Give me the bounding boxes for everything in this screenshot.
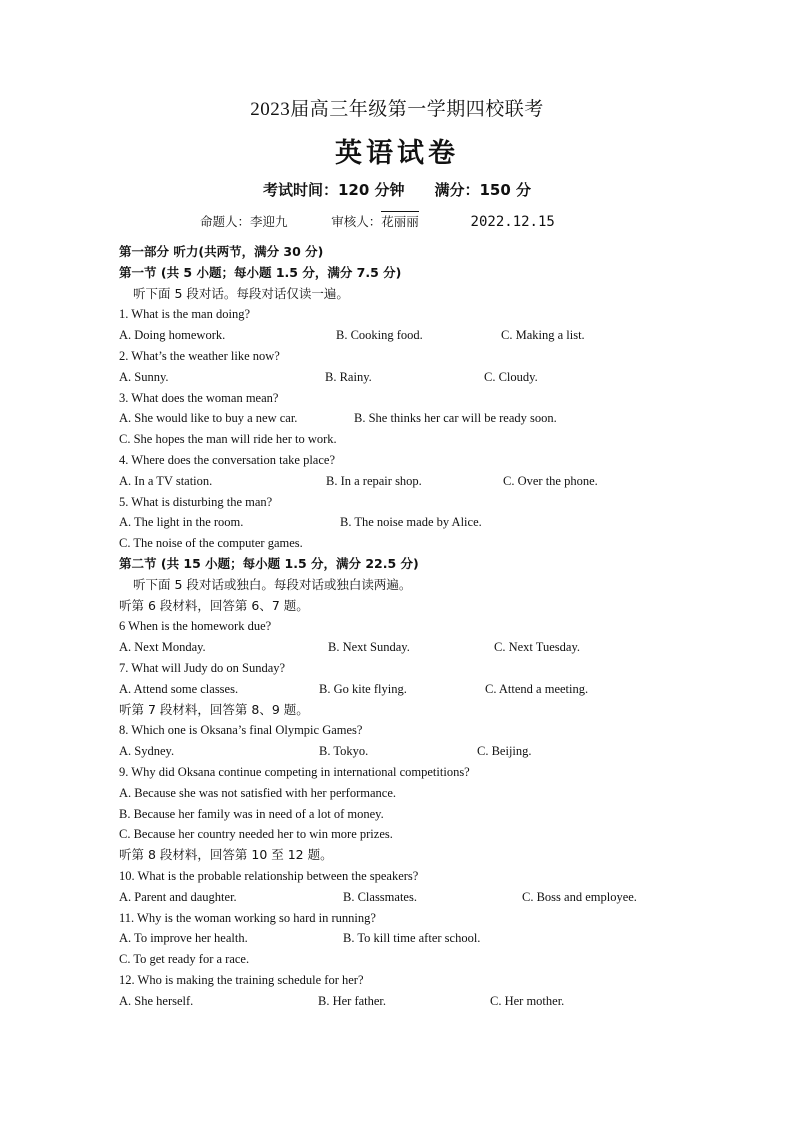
answer-options	[119, 471, 679, 492]
answer-options	[119, 512, 679, 533]
option-a: A. Next Monday.	[119, 640, 206, 655]
answer-options	[119, 637, 679, 658]
option-c: C. Over the phone.	[503, 473, 598, 488]
option-b: B. Rainy.	[325, 369, 372, 384]
answer-options	[119, 408, 679, 429]
passage-8-instruction: 听第 8 段材料，回答第 10 至 12 题。	[119, 847, 333, 863]
option-c: C. Boss and employee.	[522, 889, 637, 904]
option-a: A. She would like to buy a new car.	[119, 411, 298, 426]
exam-content	[119, 242, 679, 1011]
option-a: A. Because she was not satisfied with her performance.	[119, 785, 396, 800]
option-b: B. She thinks her car will be ready soon.	[354, 411, 557, 426]
question-stem: 6 When is the homework due?	[119, 619, 272, 634]
answer-options	[119, 367, 679, 388]
option-c: C. Making a list.	[501, 328, 585, 343]
option-c: C. Attend a meeting.	[485, 681, 589, 696]
question-stem: 9. Why did Oksana continue competing in international competitions?	[119, 764, 470, 779]
answer-options	[119, 949, 679, 970]
question-stem: 12. Who is making the training schedule for her?	[119, 972, 364, 987]
option-b: B. Classmates.	[343, 889, 417, 904]
reviewer-label: 审核人：	[331, 214, 382, 229]
option-a: A. Doing homework.	[119, 328, 226, 343]
option-a: A. Parent and daughter.	[119, 889, 237, 904]
setter: 命题人：李迎九	[200, 214, 288, 229]
option-c: C. Her mother.	[490, 993, 565, 1008]
option-b: B. To kill time after school.	[343, 931, 481, 946]
option-b: B. Go kite flying.	[319, 681, 407, 696]
option-a: A. Sunny.	[119, 369, 169, 384]
question-stem: 4. Where does the conversation take place?	[119, 452, 335, 467]
subject-title: 英语试卷	[335, 138, 459, 168]
option-a: A. In a TV station.	[119, 473, 213, 488]
answer-options	[119, 928, 679, 949]
exam-title: 2023届高三年级第一学期四校联考	[250, 99, 544, 120]
question-stem: 10. What is the probable relationship between the speakers?	[119, 868, 419, 883]
option-b: B. Next Sunday.	[328, 640, 410, 655]
answer-options	[119, 325, 679, 346]
answer-options	[119, 679, 679, 700]
option-c: C. Cloudy.	[484, 369, 538, 384]
answer-options	[119, 824, 679, 845]
option-c: C. She hopes the man will ride her to work.	[119, 432, 337, 447]
option-b: B. The noise made by Alice.	[340, 515, 482, 530]
section2-heading: 第二节 (共 15 小题；每小题 1.5 分，满分 22.5 分)	[119, 555, 419, 571]
option-c: C. Beijing.	[477, 744, 532, 759]
option-c: C. To get ready for a race.	[119, 952, 250, 967]
section2-instruction: 听下面 5 段对话或独白。每段对话或独白读两遍。	[133, 576, 412, 592]
question-stem: 11. Why is the woman working so hard in running?	[119, 910, 376, 925]
answer-options	[119, 991, 679, 1012]
option-b: B. Tokyo.	[319, 744, 369, 759]
exam-time: 考试时间：120 分钟	[262, 181, 405, 199]
option-b: B. Cooking food.	[336, 328, 423, 343]
passage-6-instruction: 听第 6 段材料，回答第 6、7 题。	[119, 597, 309, 613]
option-b: B. In a repair shop.	[326, 473, 422, 488]
option-a: A. Sydney.	[119, 744, 175, 759]
section1-heading: 第一节 (共 5 小题；每小题 1.5 分，满分 7.5 分)	[119, 264, 402, 280]
reviewer	[331, 211, 419, 232]
question-stem: 2. What’s the weather like now?	[119, 348, 280, 363]
question-stem: 3. What does the woman mean?	[119, 390, 279, 405]
option-a: A. The light in the room.	[119, 515, 244, 530]
exam-info	[0, 180, 794, 200]
author-line	[200, 211, 555, 232]
question-stem: 8. Which one is Oksana’s final Olympic Games?	[119, 723, 363, 738]
exam-date: 2022.12.15	[470, 214, 555, 230]
question-stem: 1. What is the man doing?	[119, 307, 250, 322]
section1-instruction: 听下面 5 段对话。每段对话仅读一遍。	[133, 285, 349, 301]
option-b: B. Because her family was in need of a lot of money.	[119, 806, 384, 821]
option-c: C. Because her country needed her to win more prizes.	[119, 827, 393, 842]
answer-options	[119, 429, 679, 450]
option-b: B. Her father.	[318, 993, 387, 1008]
option-a: A. Attend some classes.	[119, 681, 239, 696]
option-a: A. To improve her health.	[119, 931, 248, 946]
answer-options	[119, 783, 679, 804]
part1-heading: 第一部分 听力(共两节，满分 30 分)	[119, 244, 324, 259]
option-a: A. She herself.	[119, 993, 194, 1008]
passage-7-instruction: 听第 7 段材料，回答第 8、9 题。	[119, 701, 309, 717]
answer-options	[119, 533, 679, 554]
reviewer-name: 花丽丽	[381, 211, 419, 232]
option-c: C. The noise of the computer games.	[119, 536, 303, 551]
answer-options	[119, 887, 679, 908]
answer-options	[119, 741, 679, 762]
option-c: C. Next Tuesday.	[494, 640, 581, 655]
full-score: 满分：150 分	[434, 181, 532, 199]
question-stem: 5. What is disturbing the man?	[119, 494, 273, 509]
question-stem: 7. What will Judy do on Sunday?	[119, 660, 286, 675]
answer-options	[119, 804, 679, 825]
